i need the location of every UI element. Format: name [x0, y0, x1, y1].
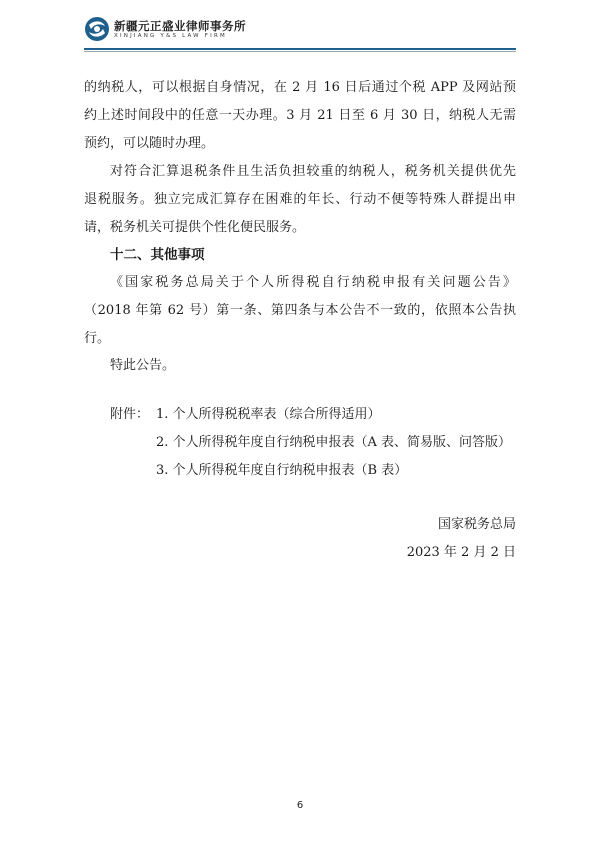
- body-line: 退税服务。独立完成汇算存在困难的年长、行动不便等特殊人群提出申: [84, 192, 516, 207]
- law-firm-name-cn: 新疆元正盛业律师事务所: [114, 19, 246, 33]
- body-line: 预约，可以随时办理。: [84, 136, 215, 151]
- body-line: 请，税务机关可提供个性化便民服务。: [84, 220, 306, 235]
- signature-date: 2023 年 2 月 2 日: [406, 545, 516, 560]
- law-firm-logo-icon: [84, 16, 110, 42]
- body-line: （2018 年第 62 号）第一条、第四条与本公告不一致的，依照本公告执: [84, 303, 516, 318]
- body-line: 的纳税人，可以根据自身情况，在 2 月 16 日后通过个税 APP 及网站预: [84, 80, 516, 95]
- body-line: 约上述时间段中的任意一天办理。3 月 21 日至 6 月 30 日，纳税人无需: [84, 108, 516, 123]
- closing-line: 特此公告。: [110, 358, 176, 373]
- attachment-item: 1. 个人所得税税率表（综合所得适用）: [156, 407, 381, 422]
- page-header: [84, 14, 516, 54]
- attachments-label: 附件：: [110, 407, 150, 422]
- attachment-item: 2. 个人所得税年度自行纳税申报表（A 表、简易版、问答版）: [156, 435, 512, 450]
- header-rule-accent: [84, 48, 516, 50]
- header-rule-gray: [84, 51, 516, 52]
- signature-org: 国家税务总局: [437, 517, 516, 532]
- law-firm-name-en: XINJIANG Y&S LAW FIRM: [114, 33, 227, 39]
- body-line: 行。: [84, 331, 111, 346]
- body-line: 《国家税务总局关于个人所得税自行纳税申报有关问题公告》: [110, 275, 516, 290]
- attachment-item: 3. 个人所得税年度自行纳税申报表（B 表）: [156, 463, 408, 478]
- body-line: 对符合汇算退税条件且生活负担较重的纳税人，税务机关提供优先: [110, 164, 516, 179]
- page-number: 6: [296, 800, 304, 811]
- section-heading: 十二、其他事项: [110, 247, 205, 263]
